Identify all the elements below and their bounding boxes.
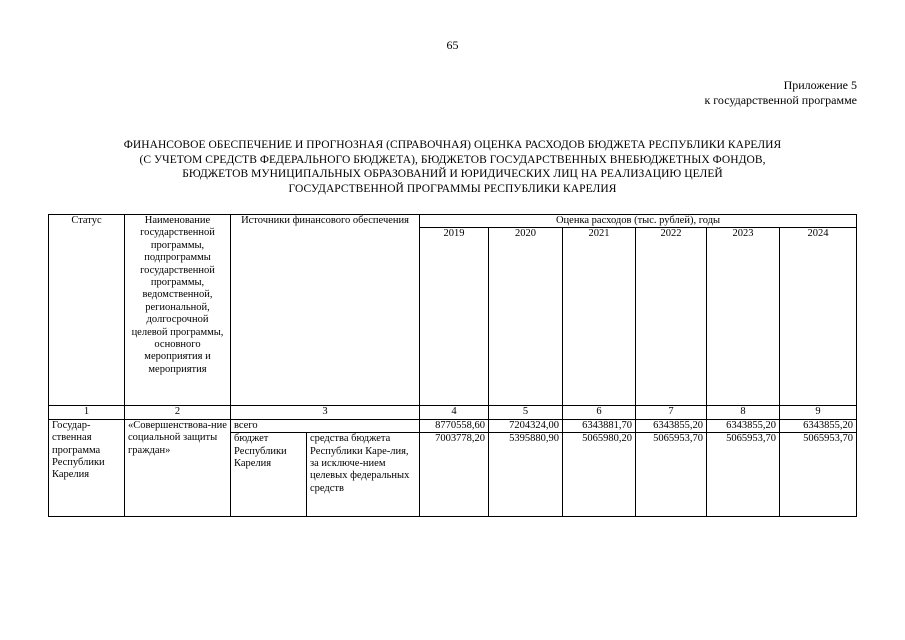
header-year-2022: 2022 <box>636 228 707 406</box>
header-estimate: Оценка расходов (тыс. рублей), годы <box>420 215 857 228</box>
col-number-2: 2 <box>125 406 231 419</box>
appendix-line-2: к государственной программе <box>704 93 857 107</box>
header-year-2020: 2020 <box>489 228 563 406</box>
total-2021: 6343881,70 <box>563 419 636 432</box>
col-number-3: 3 <box>231 406 420 419</box>
col-number-8: 8 <box>707 406 780 419</box>
title-line-3: БЮДЖЕТОВ МУНИЦИПАЛЬНЫХ ОБРАЗОВАНИЙ И ЮРИДИЧЕСКИХ ЛИЦ НА РЕАЛИЗАЦИЮ ЦЕЛЕЙ <box>182 168 723 180</box>
budget-2021: 5065980,20 <box>563 433 636 517</box>
budget-label-cell: бюджет Республики Карелия <box>231 433 307 517</box>
column-number-row <box>49 406 857 419</box>
total-2023: 6343855,20 <box>707 419 780 432</box>
total-2024: 6343855,20 <box>780 419 857 432</box>
title-line-4: ГОСУДАРСТВЕННОЙ ПРОГРАММЫ РЕСПУБЛИКИ КАРЕЛИЯ <box>288 182 617 195</box>
header-status: Статус <box>49 215 125 406</box>
header-year-2024: 2024 <box>780 228 857 406</box>
program-name-cell: «Совершенствова-ние социальной защиты граждан» <box>125 419 231 516</box>
col-number-5: 5 <box>489 406 563 419</box>
page-number: 65 <box>446 38 459 52</box>
budget-2022: 5065953,70 <box>636 433 707 517</box>
col-number-6: 6 <box>563 406 636 419</box>
header-name: Наименование государственной программы, подпрограммы государственной программы, ведомственной, региональной, долгосрочной целевой программы, основного мероприятия и мероприятия <box>125 215 231 406</box>
budget-2019: 7003778,20 <box>420 433 489 517</box>
header-year-2023: 2023 <box>707 228 780 406</box>
budget-2024: 5065953,70 <box>780 433 857 517</box>
document-title <box>60 138 845 196</box>
total-2020: 7204324,00 <box>489 419 563 432</box>
col-number-9: 9 <box>780 406 857 419</box>
budget-2023: 5065953,70 <box>707 433 780 517</box>
budget-sub-label-cell: средства бюджета Республики Каре-лия, за исключе-нием целевых федеральных средств <box>307 433 420 517</box>
title-line-1: ФИНАНСОВОЕ ОБЕСПЕЧЕНИЕ И ПРОГНОЗНАЯ (СПРАВОЧНАЯ) ОЦЕНКА РАСХОДОВ БЮДЖЕТА РЕСПУБЛИКИ КАРЕЛИЯ <box>123 139 782 151</box>
appendix-label <box>704 78 857 108</box>
appendix-line-1: Приложение 5 <box>783 78 857 92</box>
col-number-7: 7 <box>636 406 707 419</box>
table-row <box>49 419 857 432</box>
header-year-2019: 2019 <box>420 228 489 406</box>
status-cell: Государ-ственная программа Республики Карелия <box>49 419 125 516</box>
header-sources: Источники финансового обеспечения <box>231 215 420 406</box>
col-number-4: 4 <box>420 406 489 419</box>
total-2022: 6343855,20 <box>636 419 707 432</box>
col-number-1: 1 <box>49 406 125 419</box>
budget-2020: 5395880,90 <box>489 433 563 517</box>
budget-table <box>48 214 857 517</box>
header-row <box>49 215 857 228</box>
total-label-cell: всего <box>231 419 420 432</box>
title-line-2: (С УЧЕТОМ СРЕДСТВ ФЕДЕРАЛЬНОГО БЮДЖЕТА), БЮДЖЕТОВ ГОСУДАРСТВЕННЫХ ВНЕБЮДЖЕТНЫХ ФОНДОВ, <box>139 153 766 166</box>
total-2019: 8770558,60 <box>420 419 489 432</box>
header-year-2021: 2021 <box>563 228 636 406</box>
